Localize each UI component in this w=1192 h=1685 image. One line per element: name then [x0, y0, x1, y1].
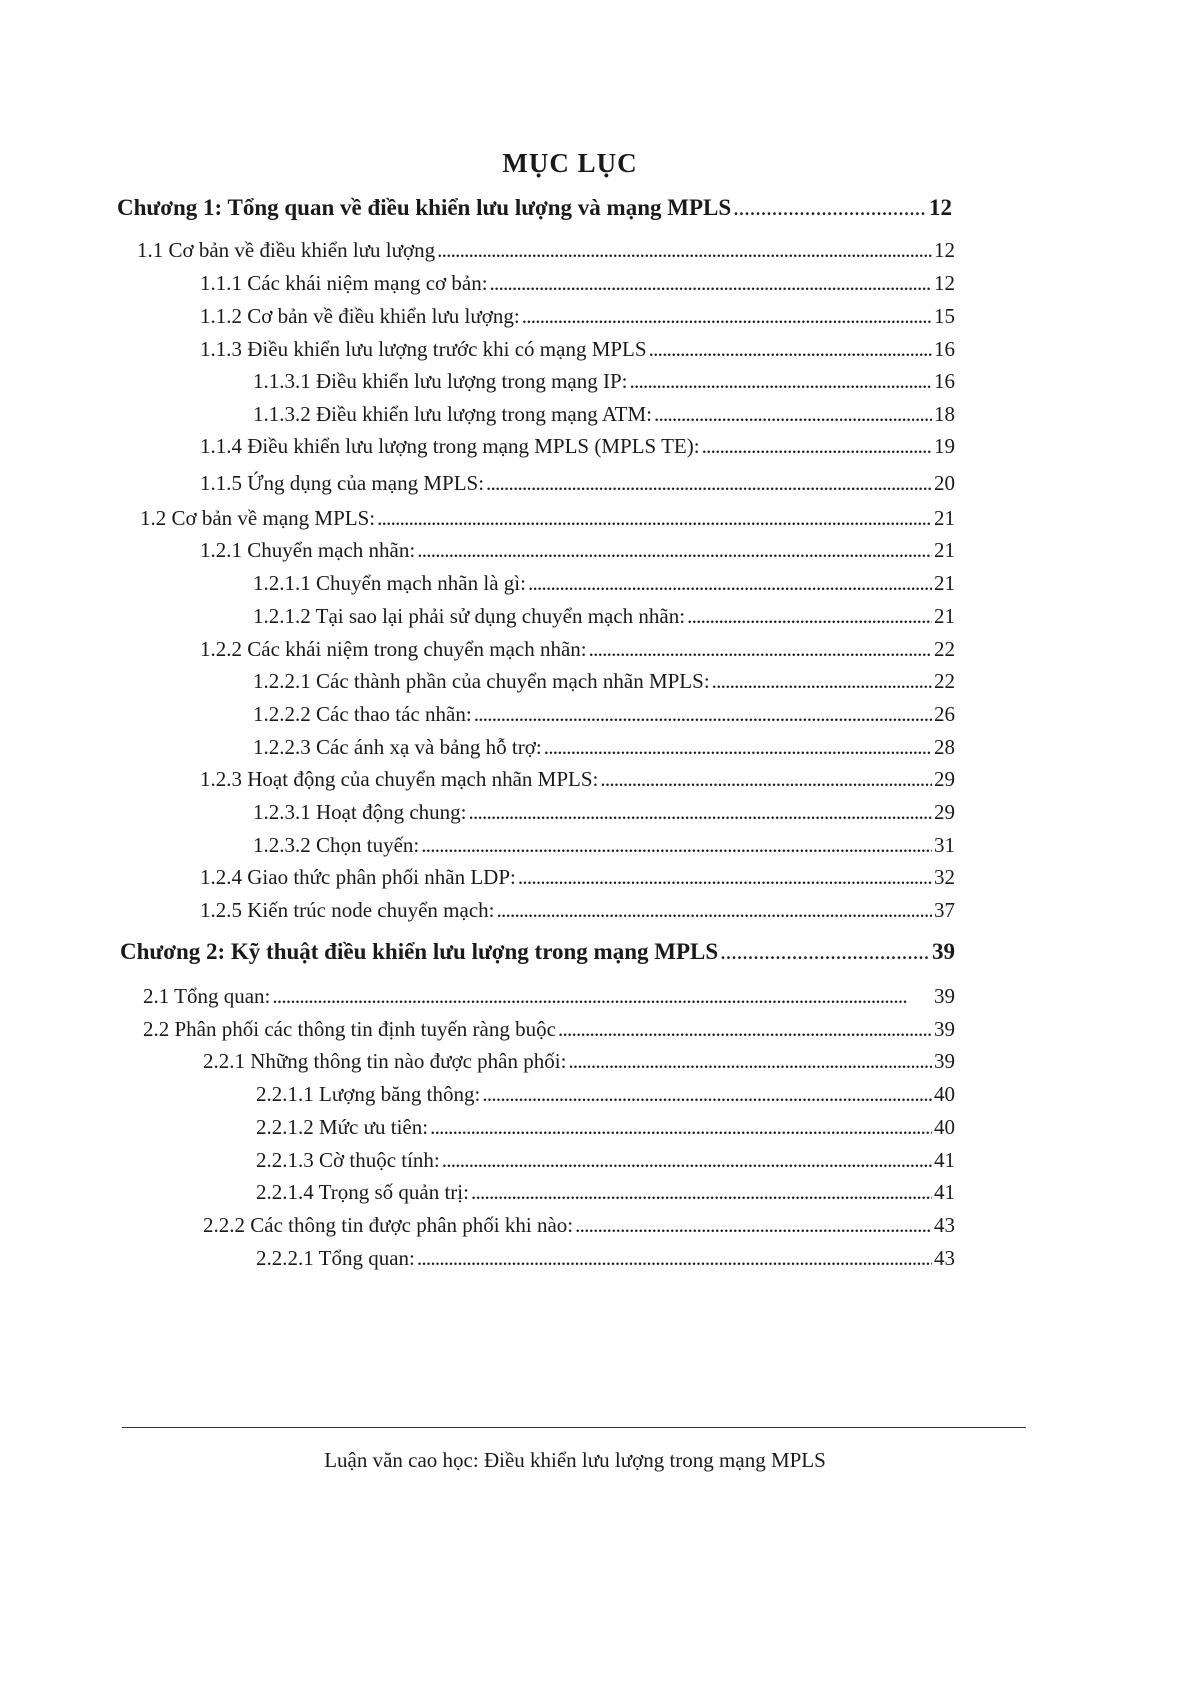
toc-entry	[203, 1212, 955, 1238]
toc-entry-text: 1.2.4 Giao thức phân phối nhãn LDP:	[200, 865, 516, 889]
toc-entry-text: 1.1 Cơ bản về điều khiển lưu lượng	[137, 238, 436, 262]
toc-entry-text: 1.1.5 Ứng dụng của mạng MPLS:	[200, 471, 485, 495]
toc-entry	[117, 195, 952, 221]
toc-entry-text: 1.2.3.1 Hoạt động chung:	[253, 800, 467, 824]
toc-entry-text: 2.2.1.1 Lượng băng thông:	[256, 1082, 481, 1106]
toc-leader	[272, 983, 932, 1009]
toc-entry-text: 1.2.3 Hoạt động của chuyển mạch nhãn MPLS:	[200, 767, 599, 791]
toc-leader	[522, 303, 932, 329]
toc-leader	[377, 505, 932, 531]
toc-leader	[528, 570, 932, 596]
toc-entry	[143, 1016, 955, 1042]
toc-entry	[253, 701, 955, 727]
toc-entry-text: 1.2.2.1 Các thành phần của chuyển mạch nhãn MPLS:	[253, 669, 710, 693]
page-title: MỤC LỤC	[502, 148, 638, 178]
toc-entry-page: 18	[934, 402, 955, 426]
toc-entry-page: 22	[934, 637, 955, 661]
toc-leader	[430, 1114, 932, 1140]
toc-entry-page: 21	[934, 538, 955, 562]
toc-leader	[630, 368, 932, 394]
toc-leader	[712, 668, 932, 694]
toc-leader	[417, 537, 932, 563]
toc-entry-text: 2.1 Tổng quan:	[143, 984, 271, 1008]
toc-leader	[421, 832, 932, 858]
toc-leader	[482, 1081, 932, 1107]
toc-entry-text: 1.1.3.2 Điều khiển lưu lượng trong mạng ATM:	[253, 402, 653, 426]
toc-entry	[253, 401, 955, 427]
toc-entry	[200, 766, 955, 792]
toc-entry-page: 21	[934, 604, 955, 628]
toc-entry-text: 2.2.2.1 Tổng quan:	[256, 1246, 415, 1270]
toc-entry-page: 39	[934, 1017, 955, 1041]
toc-entry	[120, 939, 955, 965]
toc-entry	[200, 636, 955, 662]
toc-entry-text: 2.2.1.3 Cờ thuộc tính:	[256, 1148, 440, 1172]
toc-leader	[600, 766, 932, 792]
toc-entry	[200, 336, 955, 362]
toc-entry-page: 15	[934, 304, 955, 328]
toc-leader	[720, 939, 930, 965]
toc-leader	[544, 734, 932, 760]
toc-entry	[200, 433, 955, 459]
toc-entry-text: 1.1.3 Điều khiển lưu lượng trước khi có mạng MPLS	[200, 337, 647, 361]
toc-leader	[490, 270, 932, 296]
toc-entry	[200, 470, 955, 496]
toc-entry	[253, 668, 955, 694]
toc-leader	[497, 897, 933, 923]
toc-entry	[200, 303, 955, 329]
toc-entry	[203, 1048, 955, 1074]
toc-leader	[437, 237, 932, 263]
toc-entry-page: 16	[934, 337, 955, 361]
toc-entry-text: Chương 2: Kỹ thuật điều khiển lưu lượng trong mạng MPLS	[120, 939, 719, 964]
toc-entry-page: 39	[934, 984, 955, 1008]
toc-entry-page: 40	[934, 1115, 955, 1139]
toc-leader	[518, 864, 932, 890]
toc-entry-page: 43	[934, 1213, 955, 1237]
toc-entry-page: 29	[934, 767, 955, 791]
toc-entry-text: 1.1.4 Điều khiển lưu lượng trong mạng MPLS (MPLS TE):	[200, 434, 700, 458]
toc-entry-text: 2.2.1 Những thông tin nào được phân phối:	[203, 1049, 567, 1073]
toc-leader	[471, 1179, 932, 1205]
toc-entry-page: 32	[934, 865, 955, 889]
toc-entry-text: 1.2.3.2 Chọn tuyến:	[253, 833, 420, 857]
toc-entry-page: 20	[934, 471, 955, 495]
toc-entry	[253, 570, 955, 596]
toc-entry-page: 41	[934, 1180, 955, 1204]
toc-entry	[256, 1179, 955, 1205]
toc-entry-page: 28	[934, 735, 955, 759]
toc-entry	[200, 897, 955, 923]
toc-entry	[137, 237, 955, 263]
toc-entry-text: 1.2.1 Chuyển mạch nhãn:	[200, 538, 416, 562]
toc-entry-page: 41	[934, 1148, 955, 1172]
toc-leader	[442, 1147, 932, 1173]
toc-entry	[200, 270, 955, 296]
toc-entry-page: 22	[934, 669, 955, 693]
toc-entry-page: 40	[934, 1082, 955, 1106]
toc-entry-page: 31	[934, 833, 955, 857]
toc-entry	[253, 603, 955, 629]
toc-entry-text: 1.2.1.1 Chuyển mạch nhãn là gì:	[253, 571, 526, 595]
toc-entry-page: 21	[934, 571, 955, 595]
toc-leader	[417, 1245, 932, 1271]
toc-entry-text: 2.2.1.4 Trọng số quản trị:	[256, 1180, 469, 1204]
toc-entry-text: 1.2.2 Các khái niệm trong chuyển mạch nhãn:	[200, 637, 587, 661]
toc-entry-page: 29	[934, 800, 955, 824]
toc-entry	[256, 1245, 955, 1271]
toc-entry	[256, 1147, 955, 1173]
toc-entry	[140, 505, 955, 531]
toc-entry-text: 1.2.1.2 Tại sao lại phải sử dụng chuyển mạch nhãn:	[253, 604, 686, 628]
toc-leader	[687, 603, 932, 629]
toc-entry-page: 12	[929, 195, 952, 220]
toc-entry-page: 39	[934, 1049, 955, 1073]
toc-entry	[200, 537, 955, 563]
toc-entry-page: 16	[934, 369, 955, 393]
toc-entry-text: 2.2.2 Các thông tin được phân phối khi nào:	[203, 1213, 574, 1237]
toc-entry-text: 1.1.1 Các khái niệm mạng cơ bản:	[200, 271, 488, 295]
toc-entry-page: 12	[934, 271, 955, 295]
toc-entry-text: 1.1.2 Cơ bản về điều khiển lưu lượng:	[200, 304, 520, 328]
footer-divider	[122, 1427, 1026, 1428]
toc-entry-page: 19	[934, 434, 955, 458]
toc-entry	[253, 799, 955, 825]
toc-entry-page: 21	[934, 506, 955, 530]
toc-entry-text: 1.1.3.1 Điều khiển lưu lượng trong mạng IP:	[253, 369, 628, 393]
toc-entry	[200, 864, 955, 890]
toc-leader	[568, 1048, 932, 1074]
toc-entry	[253, 734, 955, 760]
toc-entry-text: 2.2 Phân phối các thông tin định tuyến ràng buộc	[143, 1017, 556, 1041]
toc-leader	[702, 433, 932, 459]
toc-entry	[143, 983, 955, 1009]
toc-leader	[589, 636, 932, 662]
toc-leader	[733, 195, 927, 221]
toc-entry-text: 1.2.5 Kiến trúc node chuyển mạch:	[200, 898, 495, 922]
toc-entry-page: 12	[934, 238, 955, 262]
toc-entry	[253, 368, 955, 394]
toc-entry	[256, 1081, 955, 1107]
toc-entry-text: 1.2.2.3 Các ánh xạ và bảng hỗ trợ:	[253, 735, 542, 759]
toc-leader	[649, 336, 932, 362]
toc-entry-page: 37	[934, 898, 955, 922]
toc-entry-page: 43	[934, 1246, 955, 1270]
toc-entry-text: Chương 1: Tổng quan về điều khiển lưu lượng và mạng MPLS	[117, 195, 732, 220]
page-footer: Luận văn cao học: Điều khiển lưu lượng trong mạng MPLS	[324, 1448, 826, 1472]
toc-leader	[468, 799, 932, 825]
toc-leader	[654, 401, 932, 427]
toc-entry-text: 2.2.1.2 Mức ưu tiên:	[256, 1115, 429, 1139]
toc-entry-text: 1.2 Cơ bản về mạng MPLS:	[140, 506, 376, 530]
toc-leader	[575, 1212, 932, 1238]
toc-entry-page: 26	[934, 702, 955, 726]
toc-entry	[256, 1114, 955, 1140]
toc-leader	[558, 1016, 932, 1042]
toc-entry-page: 39	[932, 939, 955, 964]
toc-leader	[474, 701, 932, 727]
toc-entry	[253, 832, 955, 858]
toc-leader	[486, 470, 932, 496]
toc-entry-text: 1.2.2.2 Các thao tác nhãn:	[253, 702, 472, 726]
